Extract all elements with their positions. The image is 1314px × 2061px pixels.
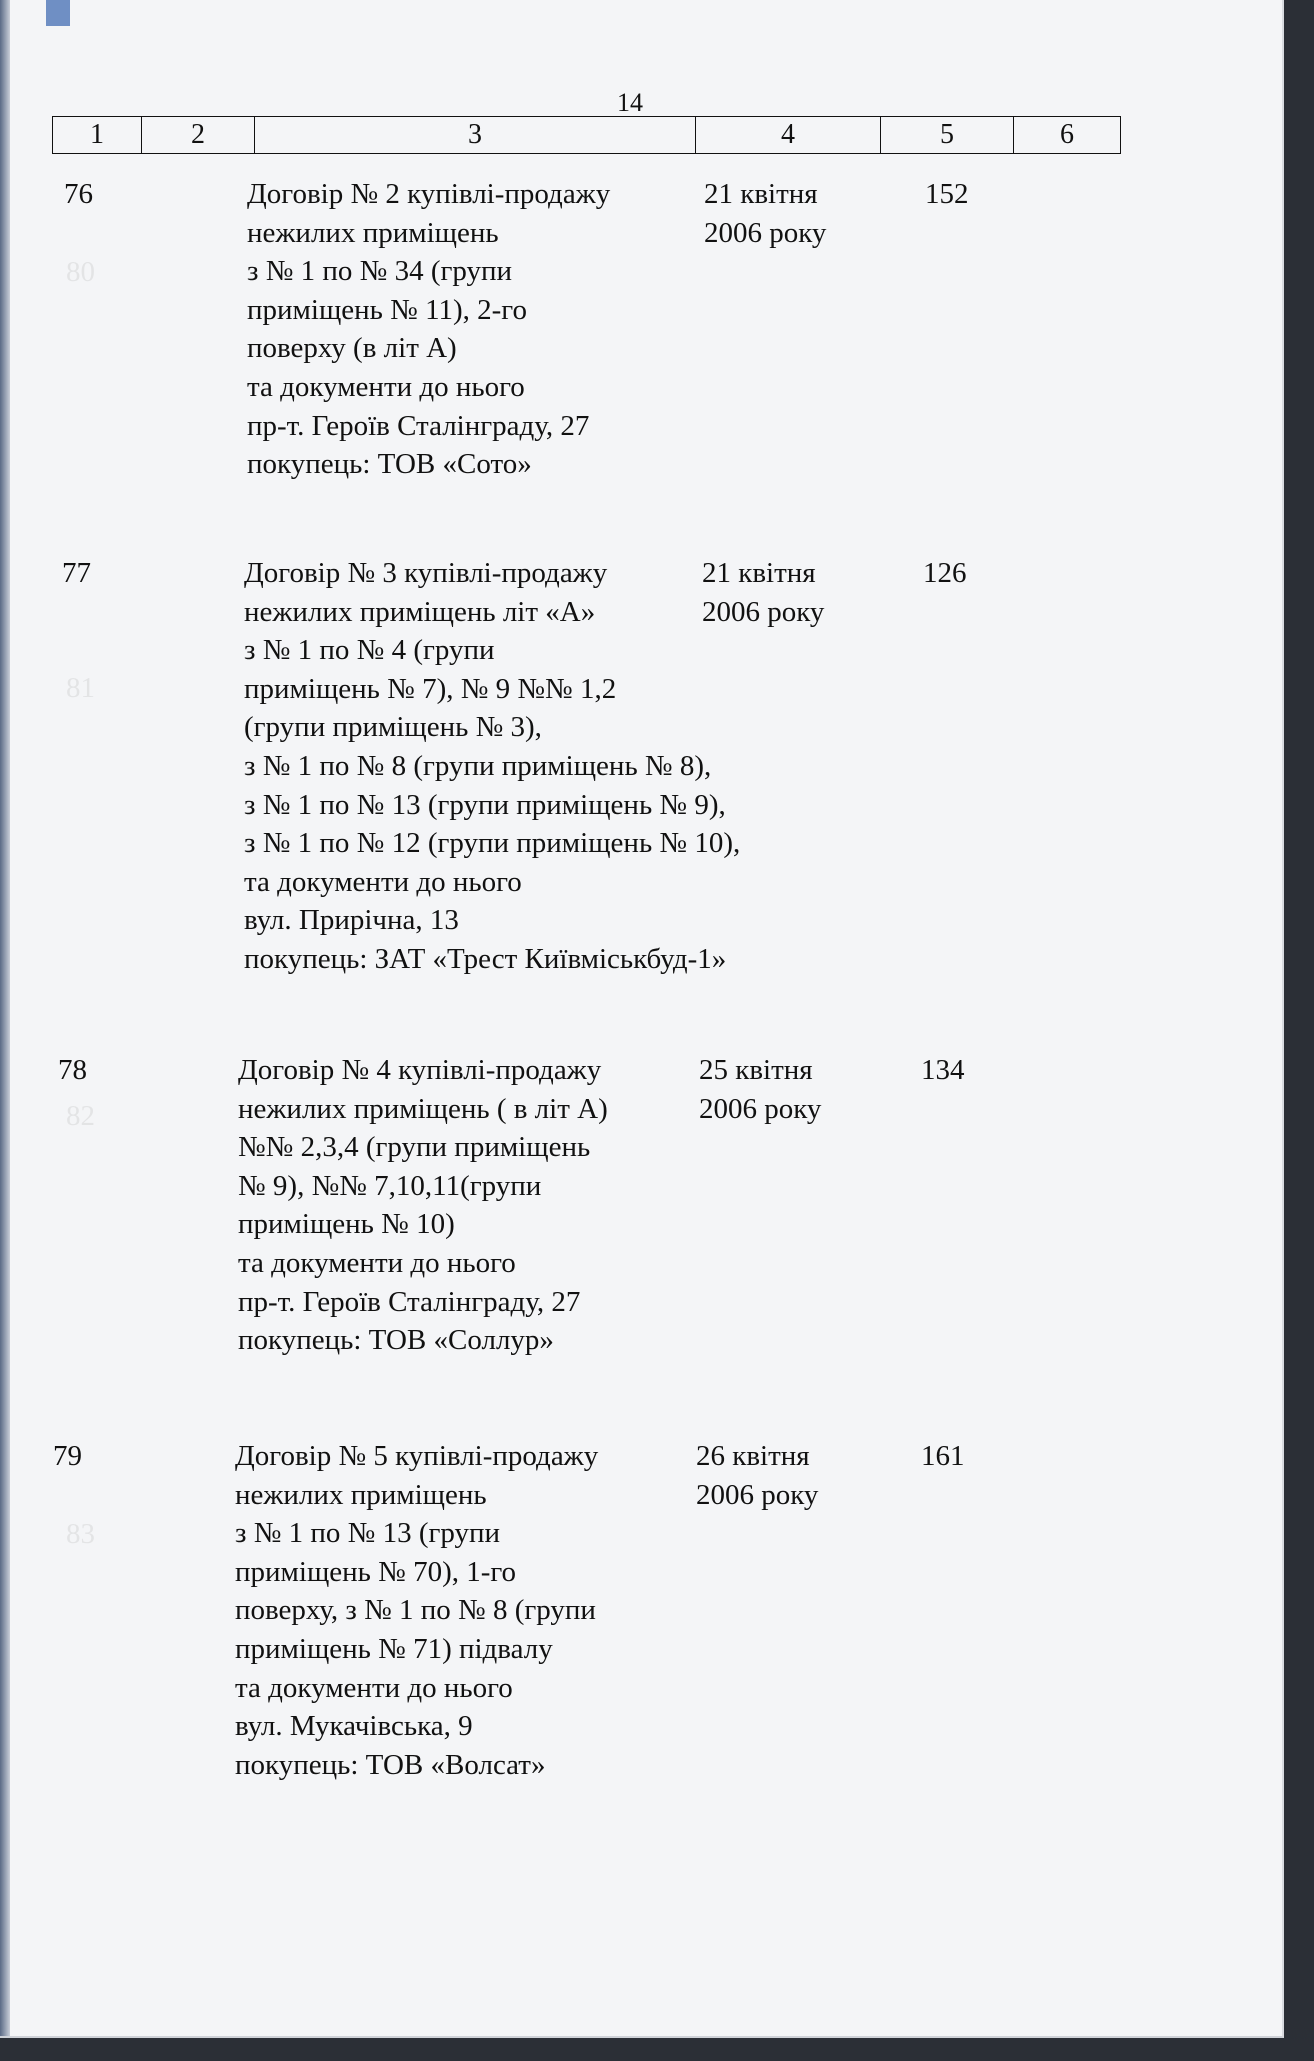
description-line: приміщень № 7), № 9 №№ 1,2 [244, 672, 617, 705]
bookmark-tab [46, 0, 70, 26]
entry-description [244, 554, 740, 979]
date-line: 21 квітня [704, 178, 818, 210]
column-header-1: 1 [53, 117, 142, 154]
page-number: 14 [617, 88, 643, 117]
bleed-through: 83 [66, 1518, 95, 1550]
entry-number: 79 [53, 1440, 82, 1472]
column-header-4: 4 [696, 117, 881, 154]
entry-date [702, 554, 824, 631]
description-line: поверху (в літ А) [247, 332, 457, 365]
column-header-3: 3 [255, 117, 696, 154]
description-line: пр-т. Героїв Сталінграду, 27 [238, 1285, 581, 1318]
bleed-through: 82 [66, 1100, 95, 1132]
date-line: 25 квітня [699, 1054, 813, 1086]
entry-date [699, 1051, 821, 1128]
description-line: покупець: ЗАТ «Трест Київміськбуд-1» [244, 942, 727, 975]
column-header-6: 6 [1014, 117, 1121, 154]
description-line: з № 1 по № 13 (групи [235, 1517, 501, 1550]
page-binding [0, 0, 10, 2036]
description-line: та документи до нього [235, 1671, 513, 1704]
entry-pages: 126 [923, 557, 967, 589]
bleed-through: 80 [66, 256, 95, 288]
description-line: покупець: ТОВ «Соллур» [238, 1324, 554, 1357]
description-line: та документи до нього [238, 1246, 516, 1279]
description-line: з № 1 по № 4 (групи [244, 634, 495, 667]
description-line: та документи до нього [244, 865, 522, 898]
entry-pages: 161 [921, 1440, 965, 1472]
entry-description [247, 175, 610, 484]
entry-number: 76 [64, 178, 93, 210]
description-line: з № 1 по № 8 (групи приміщень № 8), [244, 749, 712, 782]
date-line: 21 квітня [702, 557, 816, 589]
date-line: 26 квітня [696, 1440, 810, 1472]
date-line: 2006 року [699, 1092, 822, 1125]
description-line: покупець: ТОВ «Сото» [247, 448, 532, 481]
description-line: Договір № 4 купівлі-продажу [238, 1054, 602, 1086]
entry-date [704, 175, 826, 252]
date-line: 2006 року [696, 1478, 819, 1511]
date-line: 2006 року [702, 595, 825, 628]
description-line: нежилих приміщень літ «А» [244, 595, 596, 628]
column-header-5: 5 [881, 117, 1014, 154]
description-line: поверху, з № 1 по № 8 (групи [235, 1594, 596, 1627]
description-line: Договір № 2 купівлі-продажу [247, 178, 611, 210]
description-line: (групи приміщень № 3), [244, 711, 542, 744]
description-line: вул. Прирічна, 13 [244, 904, 459, 937]
description-line: приміщень № 71) підвалу [235, 1632, 553, 1665]
column-header-row [52, 116, 1121, 154]
description-line: покупець: ТОВ «Волсат» [235, 1748, 546, 1781]
description-line: з № 1 по № 34 (групи [247, 255, 513, 288]
description-line: приміщень № 70), 1-го [235, 1555, 517, 1588]
description-line: Договір № 3 купівлі-продажу [244, 557, 608, 589]
entry-description [235, 1437, 598, 1784]
column-header-2: 2 [142, 117, 255, 154]
entry-pages: 134 [921, 1054, 965, 1086]
description-line: вул. Мукачівська, 9 [235, 1710, 473, 1743]
description-line: нежилих приміщень ( в літ А) [238, 1092, 608, 1125]
description-line: приміщень № 10) [238, 1208, 455, 1241]
description-line: з № 1 по № 13 (групи приміщень № 9), [244, 788, 726, 821]
description-line: №№ 2,3,4 (групи приміщень [238, 1131, 591, 1164]
date-line: 2006 року [704, 216, 827, 249]
entry-pages: 152 [925, 178, 969, 210]
bleed-through: 81 [66, 672, 95, 704]
entry-date [696, 1437, 818, 1514]
description-line: та документи до нього [247, 370, 525, 403]
description-line: № 9), №№ 7,10,11(групи [238, 1169, 542, 1202]
description-line: з № 1 по № 12 (групи приміщень № 10), [244, 827, 741, 860]
entry-description [238, 1051, 608, 1360]
description-line: нежилих приміщень [247, 216, 499, 249]
description-line: Договір № 5 купівлі-продажу [235, 1440, 599, 1472]
description-line: приміщень № 11), 2-го [247, 293, 527, 326]
description-line: нежилих приміщень [235, 1478, 487, 1511]
entry-number: 78 [58, 1054, 87, 1086]
description-line: пр-т. Героїв Сталінграду, 27 [247, 409, 590, 442]
entry-number: 77 [62, 557, 91, 589]
